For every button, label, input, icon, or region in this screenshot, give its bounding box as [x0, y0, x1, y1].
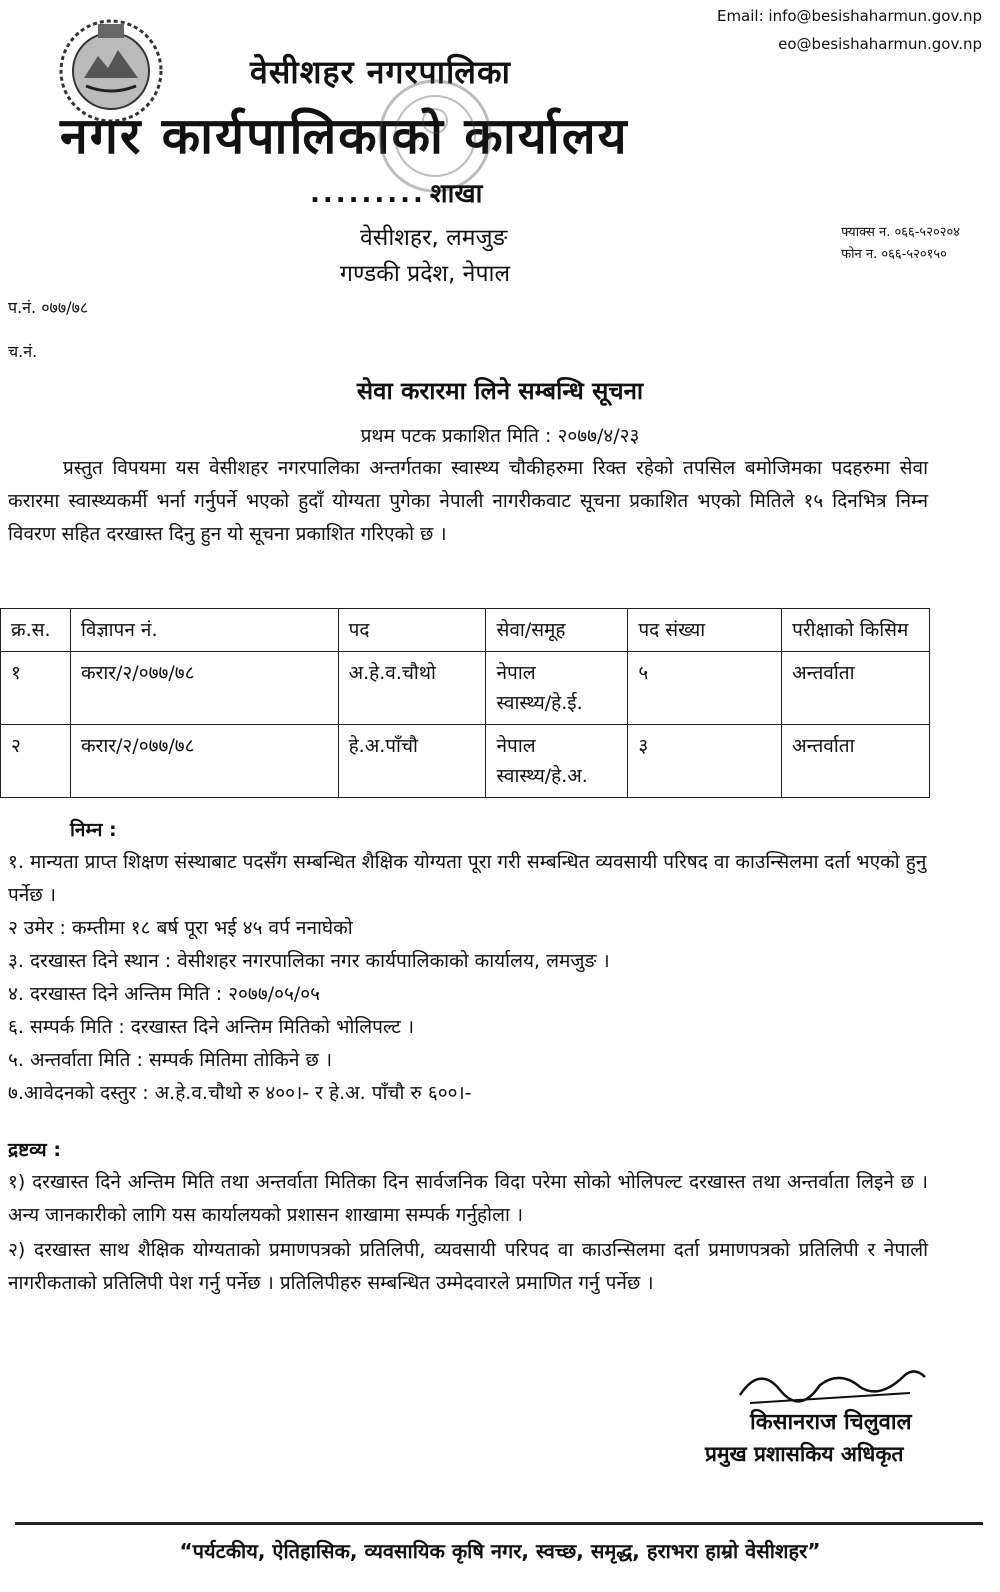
list-item: ५. अन्तर्वाता मिति : सम्पर्क मितिमा तोकिने छ । — [8, 1049, 333, 1071]
col-header-service: सेवा/समूह — [486, 609, 628, 652]
dispatch-number: च.नं. — [8, 342, 38, 361]
branch-dots: ......... — [310, 179, 426, 209]
col-header-count: पद संख्या — [628, 609, 782, 652]
cell-post: अ.हे.व.चौथो — [338, 652, 486, 725]
cell-service-line2: स्वास्थ्य/हे.ई. — [496, 692, 583, 714]
cell-exam: अन्तर्वाता — [782, 725, 930, 798]
cell-service — [486, 652, 628, 725]
list-item: २ उमेर : कम्तीमा १८ बर्ष पूरा भई ४५ वर्प ननाघेको — [8, 917, 353, 939]
branch-line — [310, 174, 482, 210]
cell-service — [486, 725, 628, 798]
address-line2: गण्डकी प्रदेश, नेपाल — [340, 261, 511, 287]
branch-label: शाखा — [429, 179, 483, 209]
cell-ad-no: करार/२/०७७/७८ — [70, 725, 338, 798]
col-header-sn: क्र.स. — [1, 609, 71, 652]
list-item: १. मान्यता प्राप्त शिक्षण संस्थाबाट पदसँग सम्बन्धित शैक्षिक योग्यता पूरा गरी सम्बन्धित व्यवसायी परिषद वा काउन्सिलमा दर्ता भएको हुनु पर्नेछ । — [8, 851, 927, 906]
remarks-list — [8, 1166, 928, 1302]
phone-number: फोन न. ०६६-५२०१५० — [841, 247, 947, 262]
signatory-title: प्रमुख प्रशासकिय अधिकृत — [705, 1442, 904, 1466]
list-item: ७.आवेदनको दस्तुर : अ.हे.व.चौथो रु ४००।- र हे.अ. पाँचौ रु ६००।- — [8, 1082, 472, 1104]
address-line1: वेसीशहर, लमजुङ — [360, 225, 508, 251]
list-item: ३. दरखास्त दिने स्थान : वेसीशहर नगरपालिका नगर कार्यपालिकाको कार्यालय, लमजुङ । — [8, 950, 610, 972]
cell-post: हे.अ.पाँचौ — [338, 725, 486, 798]
cell-exam: अन्तर्वाता — [782, 652, 930, 725]
email-eo: eo@besishaharmun.gov.np — [778, 35, 982, 53]
cell-service-line1: नेपाल — [496, 662, 536, 684]
col-header-exam: परीक्षाको किसिम — [782, 609, 930, 652]
list-item: १) दरखास्त दिने अन्तिम मिति तथा अन्तर्वाता मितिका दिन सार्वजनिक विदा परेमा सोको भोलिपल्ट दरखास्त तथा अन्तर्वाता लिइने छ । अन्य जानकारीको लागि यस कार्यालयको प्रशासन शाखामा सम्पर्क गर्नुहोला । — [8, 1171, 928, 1226]
fax-number: फ्याक्स न. ०६६-५२०२०४ — [841, 225, 960, 240]
col-header-ad-no: विज्ञापन नं. — [70, 609, 338, 652]
signatory-name: किसानराज चिलुवाल — [750, 1410, 912, 1435]
contact-block — [841, 222, 960, 266]
notes-list — [8, 846, 928, 1110]
list-item: २) दरखास्त साथ शैक्षिक योग्यताको प्रमाणपत्रको प्रतिलिपी, व्यवसायी परिपद वा काउन्सिलमा दर्ता प्रमाणपत्रको प्रतिलिपी र नेपाली नागरीकताको प्रतिलिपी पेश गर्नु पर्नेछ । प्रतिलिपीहरु सम्बन्धित उम्मेदवारले प्रमाणित गर्नु पर्नेछ । — [8, 1239, 928, 1294]
cell-count: ३ — [628, 725, 782, 798]
cell-service-line2: स्वास्थ्य/हे.अ. — [496, 765, 588, 787]
office-name: नगर कार्यपालिकाको कार्यालय — [60, 107, 629, 165]
table-header-row — [1, 609, 930, 652]
email-block — [717, 2, 982, 58]
vacancy-table — [0, 608, 930, 798]
table-row — [1, 725, 930, 798]
notes-heading: निम्न : — [70, 819, 117, 841]
email-info: Email: info@besishaharmun.gov.np — [716, 7, 982, 25]
table-row — [1, 652, 930, 725]
cell-sn: २ — [1, 725, 71, 798]
org-name: वेसीशहर नगरपालिका — [250, 53, 511, 91]
intro-paragraph: प्रस्तुत विपयमा यस वेसीशहर नगरपालिका अन्तर्गतका स्वास्थ्य चौकीहरुमा रिक्त रहेको तपसिल बमोजिमका पदहरुमा सेवा करारमा स्वास्थ्यकर्मी भर्ना गर्नुपर्ने भएको हुदाँ योग्यता पुगेका नेपाली नागरीकवाट सूचना प्रकाशित भएको मितिले १५ दिनभित्र निम्न विवरण सहित दरखास्त दिनु हुन यो सूचना प्रकाशित गरिएको छ । — [8, 457, 928, 545]
letter-number: प.नं. ०७७/७८ — [8, 298, 89, 317]
col-header-post: पद — [338, 609, 486, 652]
published-date: प्रथम पटक प्रकाशित मिति : २०७७/४/२३ — [360, 425, 640, 447]
list-item: ६. सम्पर्क मिति : दरखास्त दिने अन्तिम मितिको भोलिपल्ट । — [8, 1016, 415, 1038]
cell-service-line1: नेपाल — [496, 735, 536, 757]
list-item: ४. दरखास्त दिने अन्तिम मिति : २०७७/०५/०५ — [8, 983, 321, 1005]
remarks-heading: द्रष्टव्य : — [8, 1139, 61, 1161]
cell-count: ५ — [628, 652, 782, 725]
footer-divider — [15, 1522, 983, 1525]
notice-title: सेवा करारमा लिने सम्बन्धि सूचना — [356, 377, 644, 405]
cell-sn: १ — [1, 652, 71, 725]
footer-slogan: “पर्यटकीय, ऐतिहासिक, व्यवसायिक कृषि नगर, स्वच्छ, समृद्ध, हराभरा हाम्रो वेसीशहर” — [179, 1539, 821, 1563]
cell-ad-no: करार/२/०७७/७८ — [70, 652, 338, 725]
